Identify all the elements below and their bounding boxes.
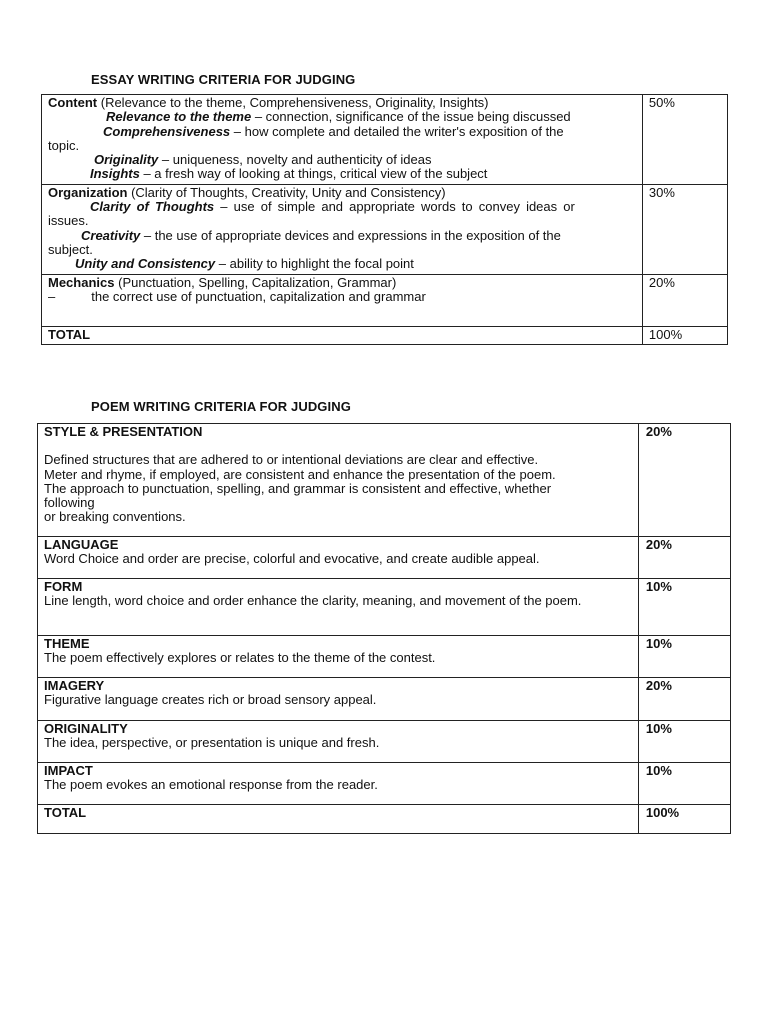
criterion-name: ORIGINALITY — [44, 721, 128, 736]
criterion-description: Meter and rhyme, if employed, are consistent and enhance the presentation of the poem. — [44, 466, 556, 482]
dash-marker: – — [48, 288, 56, 304]
table-row — [42, 184, 728, 274]
criterion-percent: 10% — [638, 579, 730, 636]
essay-criteria-heading: ESSAY WRITING CRITERIA FOR JUDGING — [91, 72, 356, 87]
style-criterion-cell — [38, 424, 639, 537]
criterion-subitems: (Punctuation, Spelling, Capitalization, Grammar) — [118, 274, 397, 290]
criterion-definition: – ability to highlight the focal point — [218, 256, 414, 272]
criterion-name: THEME — [44, 636, 90, 651]
criterion-description: following — [44, 495, 95, 511]
criterion-definition: – uniqueness, novelty and authenticity of ideas — [161, 152, 432, 168]
criterion-percent: 20% — [638, 424, 730, 537]
criterion-term: Unity and Consistency — [75, 256, 216, 272]
impact-criterion-cell — [38, 763, 639, 805]
total-label: TOTAL — [42, 326, 643, 344]
criterion-term: Comprehensiveness — [103, 123, 231, 139]
poem-criteria-table — [37, 423, 731, 834]
criterion-definition: – the use of appropriate devices and expressions in the exposition of the — [143, 227, 561, 243]
criterion-name: Content — [48, 95, 98, 110]
criterion-name: FORM — [44, 579, 83, 594]
criterion-term: Clarity of Thoughts — [90, 199, 215, 215]
criterion-percent: 10% — [638, 721, 730, 763]
originality-criterion-cell — [38, 721, 639, 763]
table-row — [42, 326, 728, 344]
criterion-description: Word Choice and order are precise, colorful and evocative, and create audible appeal. — [44, 551, 540, 567]
criterion-description: The approach to punctuation, spelling, and grammar is consistent and effective, whether — [44, 480, 552, 496]
essay-criteria-table — [41, 94, 728, 345]
criterion-term: Creativity — [81, 227, 141, 243]
criterion-percent: 20% — [638, 678, 730, 721]
criterion-name: Organization — [48, 184, 128, 200]
criterion-description: The idea, perspective, or presentation is unique and fresh. — [44, 735, 380, 751]
criterion-percent: 30% — [642, 184, 727, 274]
criterion-definition: issues. — [48, 213, 89, 229]
table-row — [38, 537, 731, 579]
criterion-percent: 50% — [642, 95, 727, 185]
criterion-percent: 20% — [638, 537, 730, 579]
criterion-term: Insights — [90, 166, 140, 182]
table-row — [38, 721, 731, 763]
criterion-description: Figurative language creates rich or broad sensory appeal. — [44, 692, 377, 708]
criterion-description: The poem effectively explores or relates to the theme of the contest. — [44, 650, 436, 666]
criterion-definition: topic. — [48, 137, 80, 153]
total-label: TOTAL — [38, 805, 639, 834]
theme-criterion-cell — [38, 636, 639, 678]
criterion-percent: 10% — [638, 763, 730, 805]
criterion-name: IMAGERY — [44, 678, 105, 693]
table-row — [38, 763, 731, 805]
criterion-name: Mechanics — [48, 274, 115, 290]
criterion-name: LANGUAGE — [44, 537, 119, 552]
criterion-name: IMPACT — [44, 763, 93, 778]
criterion-percent: 20% — [642, 274, 727, 326]
table-row — [42, 95, 728, 185]
criterion-name: STYLE & PRESENTATION — [44, 424, 203, 439]
criterion-definition: subject. — [48, 241, 93, 257]
table-row — [38, 636, 731, 678]
total-percent: 100% — [638, 805, 730, 834]
criterion-description: or breaking conventions. — [44, 509, 186, 525]
table-row — [38, 424, 731, 537]
criterion-subitems: (Clarity of Thoughts, Creativity, Unity and Consistency) — [131, 184, 446, 200]
total-percent: 100% — [642, 326, 727, 344]
criterion-term: Relevance to the theme — [106, 109, 252, 125]
table-row — [42, 274, 728, 326]
organization-criterion-cell — [42, 184, 643, 274]
criterion-definition: the correct use of punctuation, capitalization and grammar — [91, 288, 426, 304]
criterion-definition: – connection, significance of the issue being discussed — [254, 109, 571, 125]
criterion-percent: 10% — [638, 636, 730, 678]
criterion-definition: – how complete and detailed the writer's exposition of the — [233, 123, 564, 139]
table-row — [38, 579, 731, 636]
form-criterion-cell — [38, 579, 639, 636]
criterion-definition: – use of simple and appropriate words to convey ideas or — [220, 199, 575, 215]
table-row — [38, 805, 731, 834]
language-criterion-cell — [38, 537, 639, 579]
criterion-subitems: (Relevance to the theme, Comprehensiveness, Originality, Insights) — [100, 95, 489, 110]
table-row — [38, 678, 731, 721]
criterion-definition: – a fresh way of looking at things, critical view of the subject — [143, 166, 488, 182]
criterion-description: The poem evokes an emotional response from the reader. — [44, 777, 378, 793]
content-criterion-cell — [42, 95, 643, 185]
criterion-description: Line length, word choice and order enhance the clarity, meaning, and movement of the poem. — [44, 593, 582, 609]
criterion-description: Defined structures that are adhered to or intentional deviations are clear and effective. — [44, 452, 539, 468]
mechanics-criterion-cell — [42, 274, 643, 326]
imagery-criterion-cell — [38, 678, 639, 721]
criterion-term: Originality — [94, 152, 159, 168]
poem-criteria-heading: POEM WRITING CRITERIA FOR JUDGING — [91, 399, 351, 414]
